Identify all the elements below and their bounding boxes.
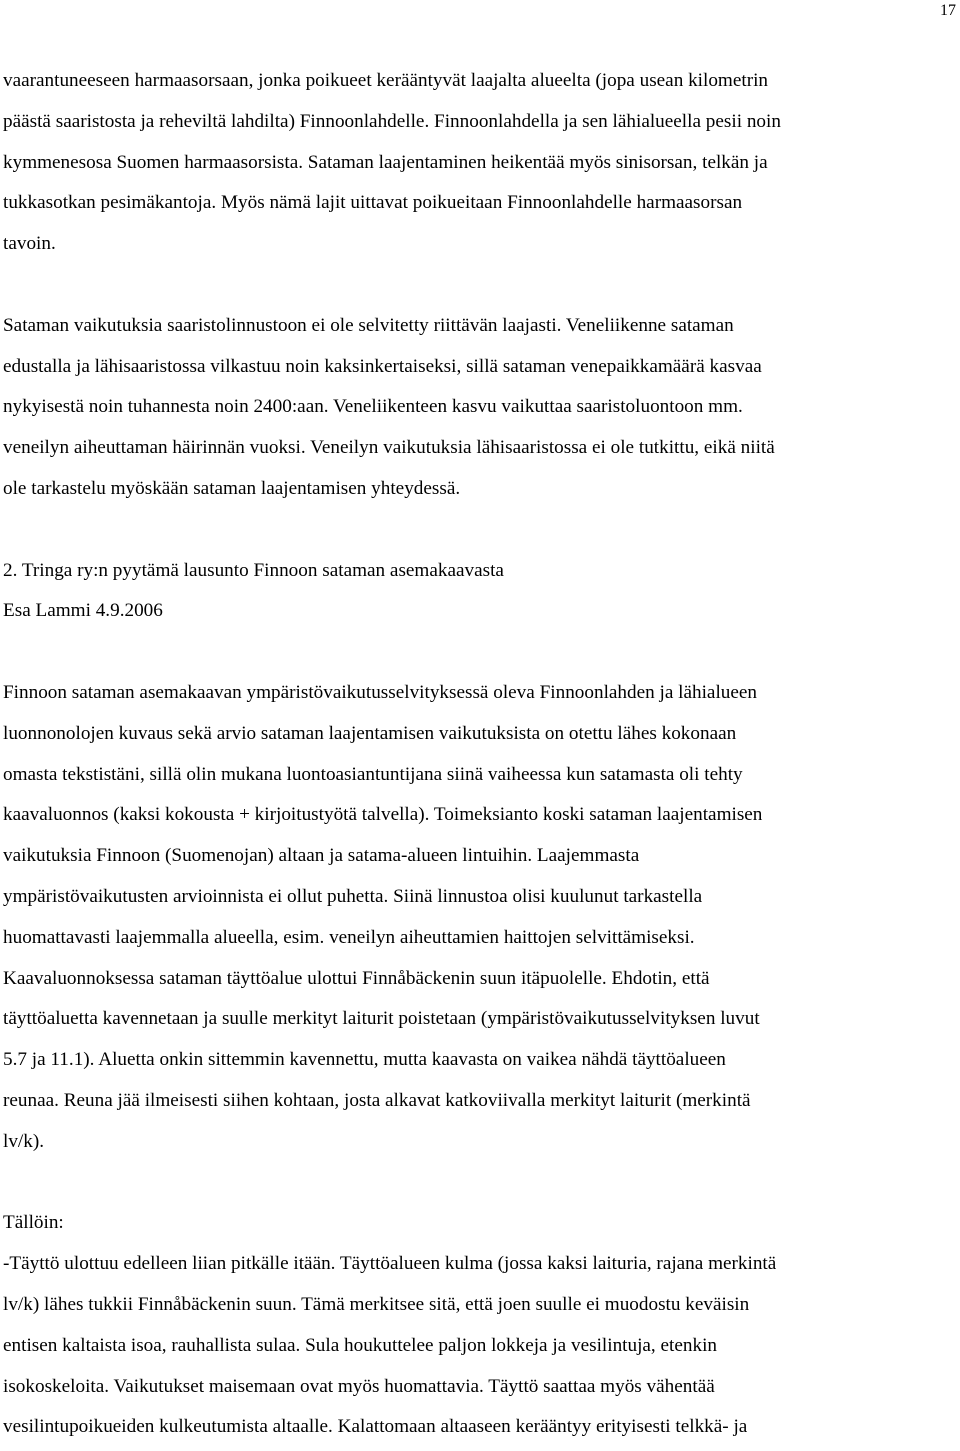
text-line: Kaavaluonnoksessa sataman täyttöalue ulottui Finnåbäckenin suun itäpuolelle. Ehdotin, että [3, 967, 710, 989]
section-title: 2. Tringa ry:n pyytämä lausunto Finnoon sataman asemakaavasta [3, 559, 504, 581]
text-line: kaavaluonnos (kaksi kokousta + kirjoitustyötä talvella). Toimeksianto koski sataman laajentamisen [3, 804, 763, 826]
text-line: reunaa. Reuna jää ilmeisesti siihen kohtaan, josta alkavat katkoviivalla merkityt laiturit (merkintä [3, 1089, 751, 1111]
text-line: tavoin. [3, 233, 56, 255]
text-line: vesilintupoikueiden kulkeutumista altaalle. Kalattomaan altaaseen kerääntyy erityisesti telkkä- ja [3, 1416, 748, 1438]
text-line: tukkasotkan pesimäkantoja. Myös nämä lajit uittavat poikueitaan Finnoonlahdelle harmaasorsan [3, 192, 743, 214]
section-author-date: Esa Lammi 4.9.2006 [3, 600, 163, 622]
text-line: luonnonolojen kuvaus sekä arvio sataman laajentamisen vaikutuksista on otettu lähes kokonaan [3, 722, 737, 744]
text-line: päästä saaristosta ja reheviltä lahdilta) Finnoonlahdelle. Finnoonlahdella ja sen lähialueella pesii noin [3, 110, 781, 132]
paragraph-consequences [3, 1203, 953, 1448]
section-heading [3, 551, 953, 633]
text-line: ole tarkastelu myöskään sataman laajentamisen yhteydessä. [3, 477, 461, 499]
text-line: entisen kaltaista isoa, rauhallista sulaa. Sula houkuttelee paljon lokkeja ja vesilintuja, etenkin [3, 1334, 718, 1356]
paragraph-spacer [3, 510, 953, 551]
paragraph-spacer [3, 1163, 953, 1204]
page-number: 17 [940, 2, 956, 19]
text-line: omasta tekstistäni, sillä olin mukana luontoasiantuntijana siinä vaiheessa kun satamasta oli tehty [3, 763, 743, 785]
text-line: edustalla ja lähisaaristossa vilkastuu noin kaksinkertaiseksi, sillä sataman venepaikkamäärä kasvaa [3, 355, 762, 377]
text-line: Tällöin: [3, 1212, 64, 1234]
text-line: vaikutuksia Finnoon (Suomenojan) altaan ja satama-alueen lintuihin. Laajemmasta [3, 845, 640, 867]
paragraph-spacer [3, 265, 953, 306]
paragraph-spacer [3, 632, 953, 673]
paragraph-assessment [3, 673, 953, 1163]
text-line: lv/k). [3, 1130, 45, 1152]
text-line: isokoskeloita. Vaikutukset maisemaan ovat myös huomattavia. Täyttö saattaa myös vähentää [3, 1375, 715, 1397]
text-line: ympäristövaikutusten arvioinnista ei ollut puhetta. Siinä linnustoa olisi kuulunut tarkastella [3, 885, 703, 907]
text-line: kymmenesosa Suomen harmaasorsista. Sataman laajentaminen heikentää myös sinisorsan, telkän ja [3, 151, 768, 173]
text-line: 5.7 ja 11.1). Aluetta onkin sittemmin kavennettu, mutta kaavasta on vaikea nähdä täyttöalueen [3, 1049, 726, 1071]
text-line: huomattavasti laajemmalla alueella, esim. veneilyn aiheuttamien haittojen selvittämiseksi. [3, 926, 695, 948]
text-line: nykyisestä noin tuhannesta noin 2400:aan. Veneliikenteen kasvu vaikuttaa saaristoluontoon mm. [3, 396, 743, 418]
text-line: Finnoon sataman asemakaavan ympäristövaikutusselvityksessä oleva Finnoonlahden ja lähialueen [3, 681, 757, 703]
text-line: vaarantuneeseen harmaasorsaan, jonka poikueet kerääntyvät laajalta alueelta (jopa usean kilometrin [3, 70, 769, 91]
text-line: lv/k) lähes tukkii Finnåbäckenin suun. Tämä merkitsee sitä, että joen suulle ei muodostu keväisin [3, 1293, 750, 1315]
paragraph-grey-duck [3, 61, 953, 265]
document-body [3, 61, 953, 1448]
text-line: täyttöaluetta kavennetaan ja suulle merkityt laiturit poistetaan (ympäristövaikutusselvityksen luvut [3, 1008, 760, 1030]
text-line: Sataman vaikutuksia saaristolinnustoon ei ole selvitetty riittävän laajasti. Veneliikenne sataman [3, 314, 734, 336]
paragraph-archipelago-birds [3, 306, 953, 510]
text-line: veneilyn aiheuttaman häirinnän vuoksi. Veneilyn vaikutuksia lähisaaristossa ei ole tutkittu, eikä niitä [3, 437, 775, 459]
text-line: -Täyttö ulottuu edelleen liian pitkälle itään. Täyttöalueen kulma (jossa kaksi laituria, rajana merkintä [3, 1253, 777, 1275]
